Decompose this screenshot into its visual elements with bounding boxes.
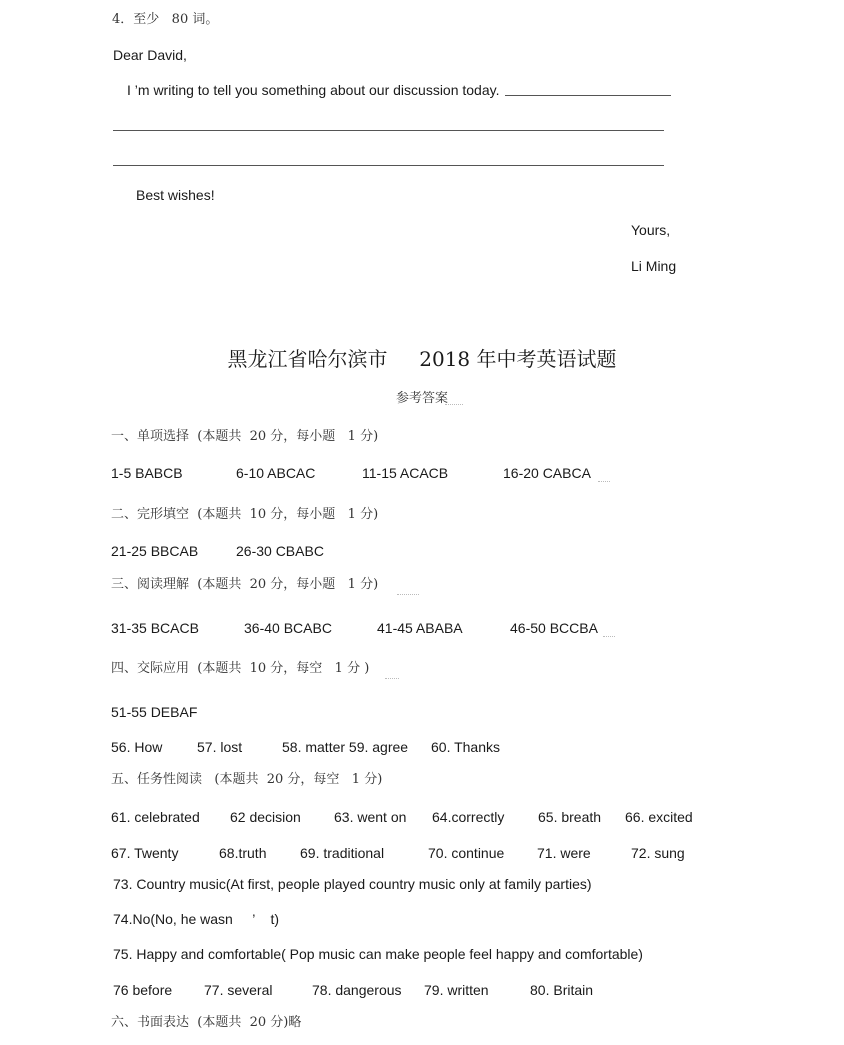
answer-item: 11-15 ACACB: [362, 465, 449, 481]
writing-line-1: [505, 95, 671, 96]
answer-item: 31-35 BCACB: [111, 620, 199, 636]
answer-item: 77. several: [204, 982, 273, 998]
answer-item: 69. traditional: [300, 845, 385, 861]
answer-item: 1-5 BABCB: [111, 465, 183, 481]
answer-item: 66. excited: [625, 809, 693, 825]
writing-line-3: [113, 165, 664, 166]
letter-opening: I ’m writing to tell you something about our discussion today.: [127, 82, 500, 98]
answer-item: 63. went on: [334, 809, 407, 825]
answer-73: 73. Country music(At first, people played country music only at family parties): [113, 876, 592, 892]
answer-item: 57. lost: [197, 739, 243, 755]
answer-item: 16-20 CABCA: [503, 465, 591, 481]
answer-74: 74.No(No, he wasn ’ t): [113, 911, 279, 927]
answer-item: 51-55 DEBAF: [111, 704, 198, 720]
answer-item: 56. How: [111, 739, 163, 755]
answer-item: 71. were: [537, 845, 591, 861]
dotted-mark: [385, 678, 399, 679]
answer-item: 21-25 BBCAB: [111, 543, 199, 559]
answer-item: 70. continue: [428, 845, 505, 861]
answer-item: 6-10 ABCAC: [236, 465, 316, 481]
answer-item: 26-30 CBABC: [236, 543, 324, 559]
answer-75: 75. Happy and comfortable( Pop music can make people feel happy and comfortable): [113, 946, 643, 962]
answer-item: 68.truth: [219, 845, 267, 861]
letter-sign-name: Li Ming: [631, 258, 677, 274]
dotted-mark: [598, 481, 610, 482]
answer-item: 80. Britain: [530, 982, 594, 998]
answer-item: 36-40 BCABC: [244, 620, 332, 636]
answer-item: 41-45 ABABA: [377, 620, 463, 636]
section-5-header: 五、任务性阅读 (本题共 20 分，每空 1 分): [111, 772, 383, 787]
answer-item: 61. celebrated: [111, 809, 200, 825]
dotted-mark: [397, 594, 419, 595]
answer-item: 64.correctly: [432, 809, 505, 825]
section-4-header: 四、交际应用 (本题共 10 分，每空 1 分 ): [111, 661, 370, 676]
section-1-header: 一、单项选择 (本题共 20 分，每小题 1 分): [111, 429, 379, 444]
section-2-header: 二、完形填空 (本题共 10 分，每小题 1 分): [111, 507, 379, 522]
answer-item: 58. matter 59. agree: [282, 739, 409, 755]
dotted-mark: [603, 636, 615, 637]
dotted-mark: [445, 404, 463, 405]
requirement-4: 4．至少 80 词。: [112, 12, 219, 27]
section-3-header: 三、阅读理解 (本题共 20 分，每小题 1 分): [111, 577, 379, 592]
answer-item: 72. sung: [631, 845, 685, 861]
page-title: 黑龙江省哈尔滨市 2018 年中考英语试题: [227, 347, 617, 371]
letter-sign-yours: Yours,: [631, 222, 671, 238]
answer-item: 65. breath: [538, 809, 602, 825]
answer-item: 76 before: [113, 982, 173, 998]
page-subtitle: 参考答案: [395, 391, 448, 406]
answer-item: 46-50 BCCBA: [510, 620, 598, 636]
letter-greeting: Dear David,: [113, 47, 187, 63]
answer-item: 60. Thanks: [431, 739, 501, 755]
answer-item: 62 decision: [230, 809, 301, 825]
writing-line-2: [113, 130, 664, 131]
letter-closing: Best wishes!: [136, 187, 215, 203]
answer-item: 67. Twenty: [111, 845, 179, 861]
answer-item: 78. dangerous: [312, 982, 402, 998]
section-6-header: 六、书面表达 (本题共 20 分)略: [111, 1015, 302, 1030]
answer-item: 79. written: [424, 982, 489, 998]
